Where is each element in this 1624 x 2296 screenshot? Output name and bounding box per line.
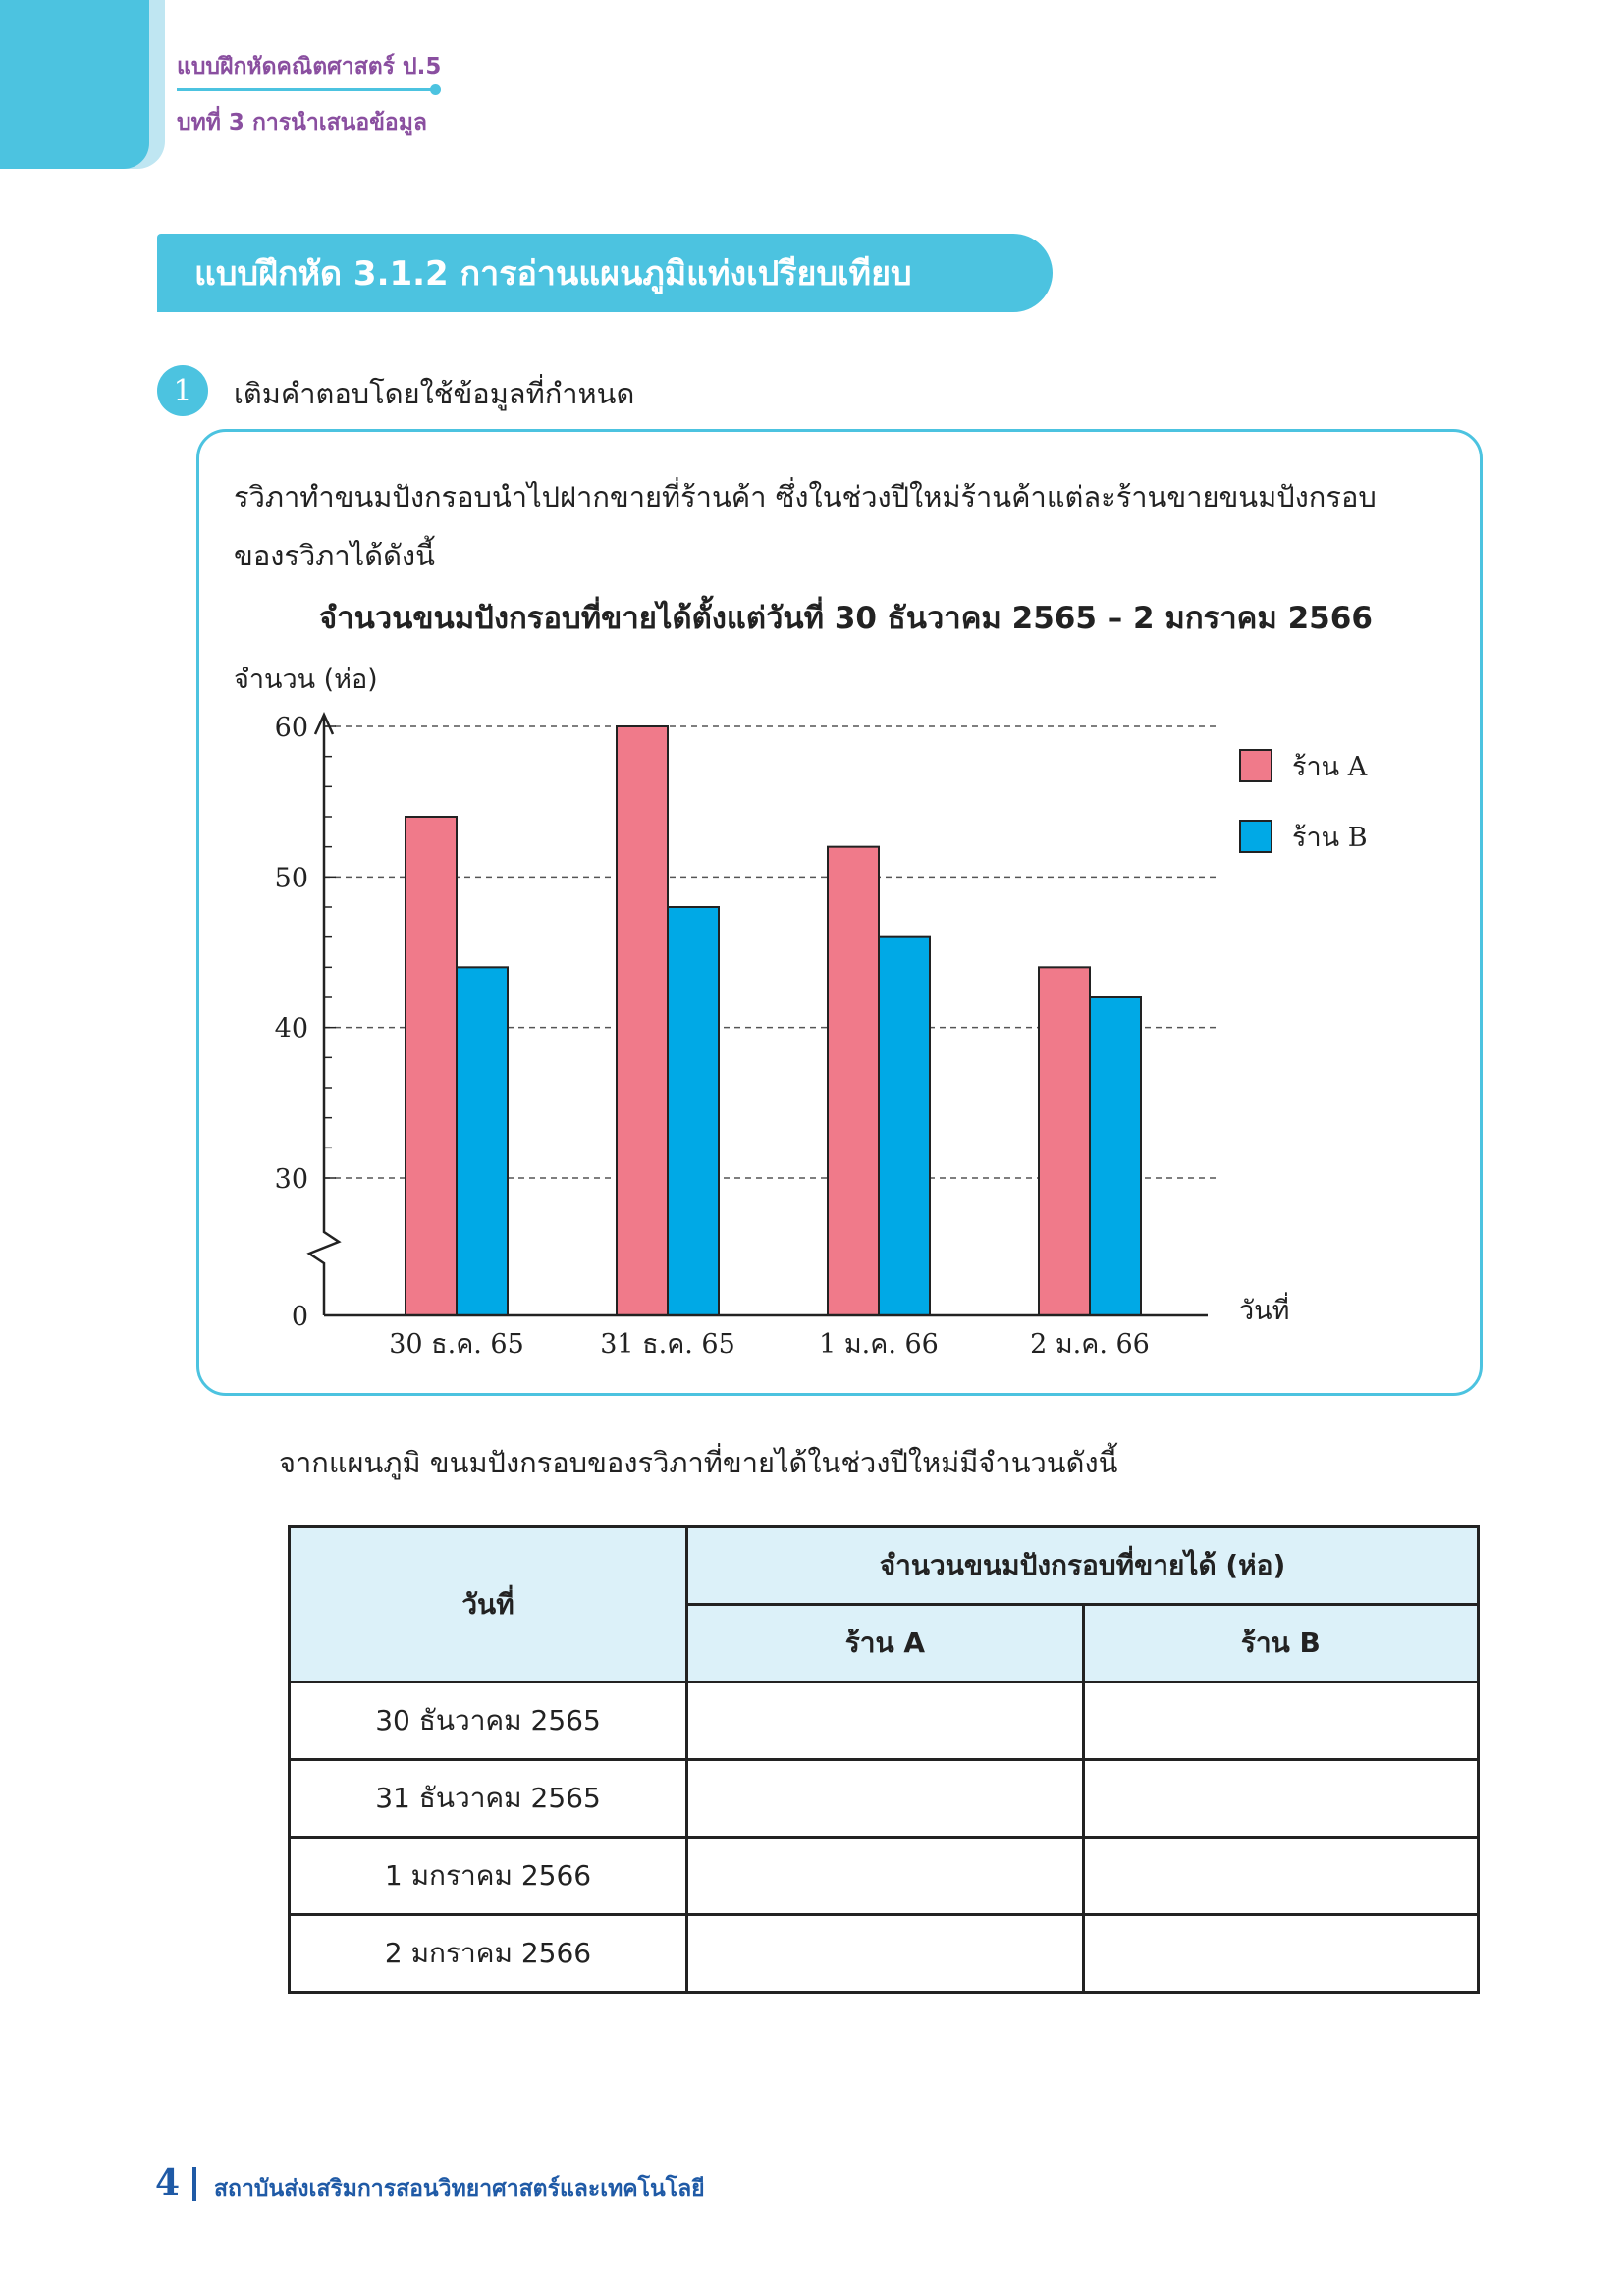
y-axis-line (309, 717, 339, 1315)
bar-store-b (1090, 997, 1141, 1315)
table-cell-answer-b[interactable] (1083, 1682, 1478, 1760)
footer-divider (192, 2167, 196, 2201)
table-cell-answer-a[interactable] (687, 1915, 1084, 1993)
footer-publisher: สถาบันส่งเสริมการสอนวิทยาศาสตร์และเทคโนโลยี (214, 2176, 705, 2202)
table-cell-date: 2 มกราคม 2566 (290, 1915, 687, 1993)
legend-swatch-b (1239, 820, 1272, 853)
header-divider (177, 88, 434, 91)
bar-store-a (617, 726, 668, 1315)
problem-text (234, 467, 1441, 585)
bar-store-b (879, 937, 930, 1315)
table-cell-answer-b[interactable] (1083, 1760, 1478, 1838)
chart-x-axis-label: วันที่ (1239, 1296, 1290, 1326)
y-tick-label: 30 (274, 1164, 308, 1195)
header-chapter-title: บทที่ 3 การนำเสนอข้อมูล (177, 110, 427, 135)
legend-label-a: ร้าน A (1292, 751, 1368, 782)
table-cell-answer-a[interactable] (687, 1682, 1084, 1760)
problem-text-line-2: ของรวิภาได้ดังนี้ (234, 539, 435, 572)
question-instruction: เติมคำตอบโดยใช้ข้อมูลที่กำหนด (234, 377, 635, 410)
table-cell-date: 30 ธันวาคม 2565 (290, 1682, 687, 1760)
table-cell-answer-a[interactable] (687, 1760, 1084, 1838)
table-header-store-a: ร้าน A (687, 1605, 1084, 1682)
bar-store-b (457, 967, 508, 1315)
y-tick-label: 0 (291, 1302, 308, 1332)
bar-store-a (1039, 967, 1090, 1315)
chart-y-axis-label: จำนวน (ห่อ) (234, 665, 378, 695)
chart-legend (1239, 748, 1368, 889)
header-divider-dot (430, 84, 441, 95)
x-tick-label: 1 ม.ค. 66 (819, 1329, 939, 1360)
chart-title: จำนวนขนมปังกรอบที่ขายได้ตั้งแต่วันที่ 30 ธันวาคม 2565 – 2 มกราคม 2566 (319, 601, 1373, 636)
answer-table (288, 1525, 1480, 1994)
y-tick-label: 60 (274, 713, 308, 743)
legend-label-b: ร้าน B (1292, 822, 1368, 853)
x-tick-label: 2 ม.ค. 66 (1030, 1329, 1150, 1360)
table-header-group: จำนวนขนมปังกรอบที่ขายได้ (ห่อ) (687, 1527, 1479, 1605)
exercise-title-banner (157, 234, 1053, 312)
table-row (290, 1915, 1479, 1993)
table-row (290, 1760, 1479, 1838)
header-book-title: แบบฝึกหัดคณิตศาสตร์ ป.5 (177, 54, 442, 80)
table-header-date: วันที่ (290, 1527, 687, 1682)
corner-tab (0, 0, 149, 169)
table-cell-date: 31 ธันวาคม 2565 (290, 1760, 687, 1838)
x-tick-label: 30 ธ.ค. 65 (389, 1329, 524, 1360)
table-cell-date: 1 มกราคม 2566 (290, 1838, 687, 1915)
table-row (290, 1838, 1479, 1915)
page-number: 4 (155, 2163, 181, 2204)
y-tick-label: 40 (274, 1013, 308, 1044)
table-row (290, 1682, 1479, 1760)
table-cell-answer-b[interactable] (1083, 1838, 1478, 1915)
bar-chart (196, 687, 1237, 1374)
bar-store-b (668, 907, 719, 1315)
problem-text-line-1: รวิภาทำขนมปังกรอบนำไปฝากขายที่ร้านค้า ซึ่งในช่วงปีใหม่ร้านค้าแต่ละร้านขายขนมปังกรอบ (234, 480, 1377, 513)
exercise-title: แบบฝึกหัด 3.1.2 การอ่านแผนภูมิแท่งเปรียบเทียบ (194, 254, 912, 294)
table-header-row (290, 1527, 1479, 1605)
table-cell-answer-a[interactable] (687, 1838, 1084, 1915)
legend-item-b (1239, 819, 1368, 854)
x-tick-label: 31 ธ.ค. 65 (600, 1329, 735, 1360)
table-header-store-b: ร้าน B (1083, 1605, 1478, 1682)
legend-swatch-a (1239, 749, 1272, 782)
question-number-badge: 1 (157, 365, 208, 416)
table-cell-answer-b[interactable] (1083, 1915, 1478, 1993)
table-intro-text: จากแผนภูมิ ขนมปังกรอบของรวิภาที่ขายได้ในช่วงปีใหม่มีจำนวนดังนี้ (279, 1446, 1118, 1479)
y-tick-label: 50 (274, 863, 308, 894)
bar-store-a (828, 847, 879, 1315)
bar-store-a (406, 817, 457, 1315)
legend-item-a (1239, 748, 1368, 783)
